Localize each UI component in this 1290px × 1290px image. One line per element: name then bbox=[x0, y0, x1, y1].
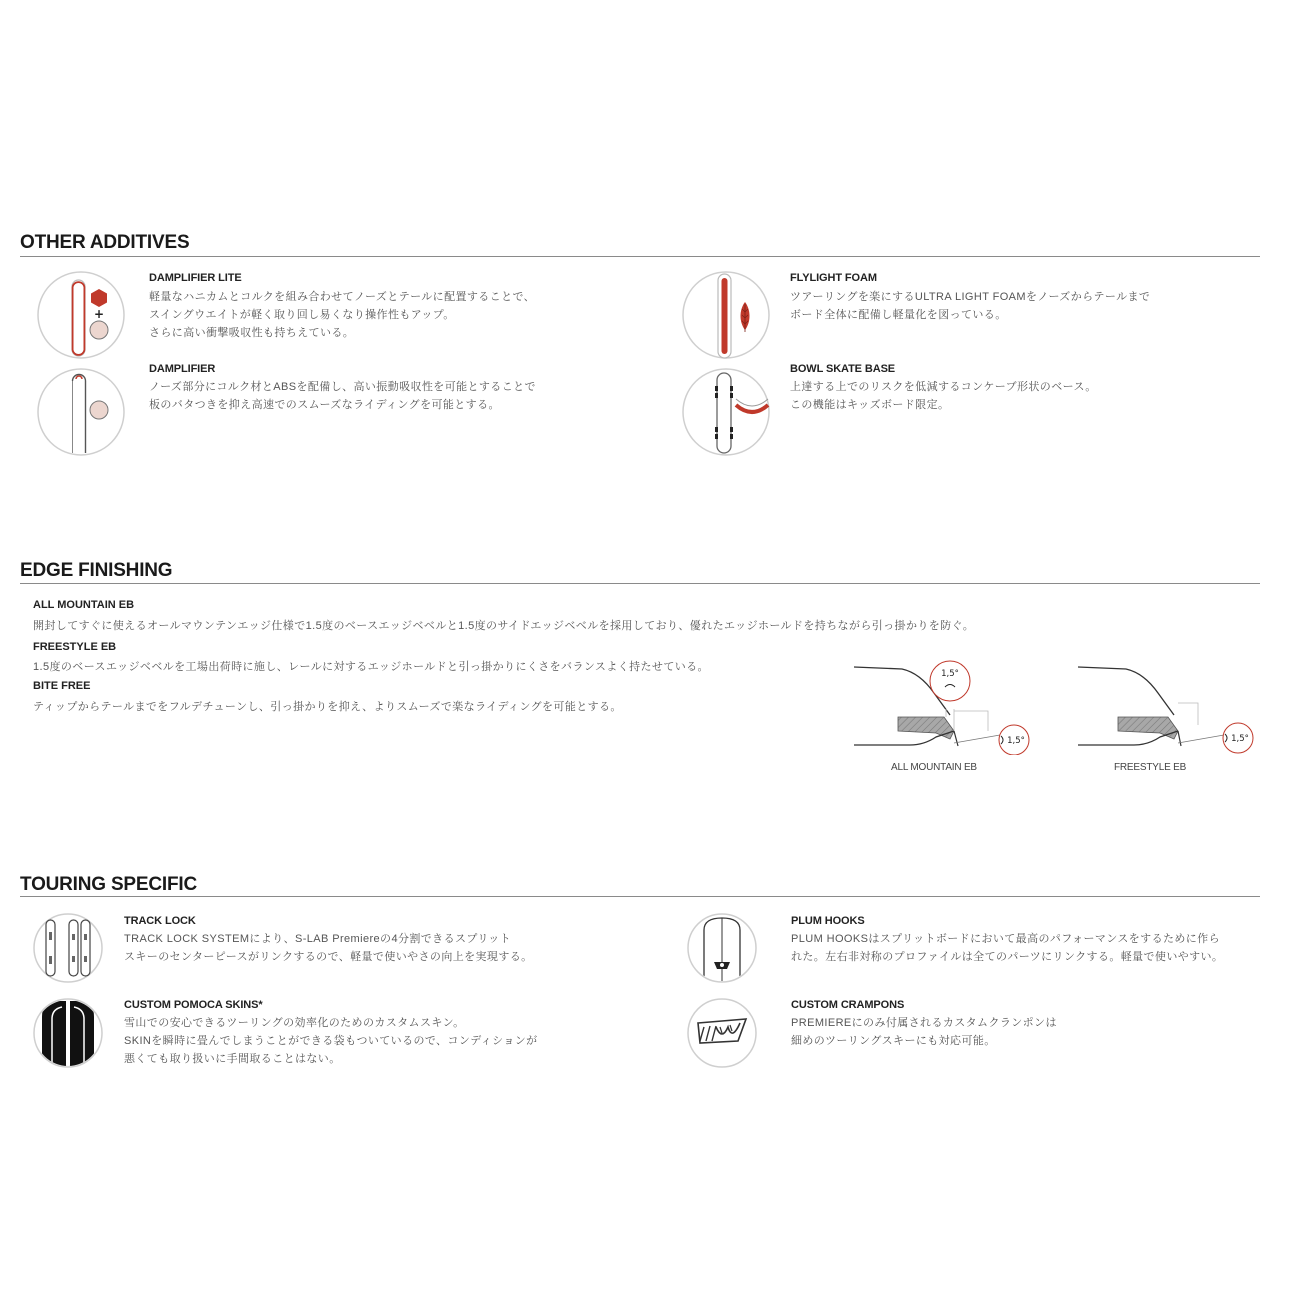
section-title-edge-finishing: EDGE FINISHING bbox=[20, 560, 173, 581]
feature-title-custom-pomoca-skins: CUSTOM POMOCA SKINS* bbox=[124, 999, 263, 1011]
bowl-skate-base-icon bbox=[681, 367, 771, 457]
feature-title-damplifier-lite: DAMPLIFIER LITE bbox=[149, 272, 242, 284]
flylight-foam-icon bbox=[681, 270, 771, 360]
side-angle-label: 1,5° bbox=[941, 669, 959, 679]
feature-desc-custom-crampons: PREMIEREにのみ付属されるカスタムクランポンは 細めのツーリングスキーにも対応可能。 bbox=[791, 1017, 1057, 1047]
damplifier-lite-icon bbox=[36, 270, 126, 360]
feature-desc-damplifier-lite: 軽量なハニカムとコルクを組み合わせてノーズとテールに配置することで、 スイングウエイトが軽く取り回し易くなり操作性もアップ。 さらに高い衝撃吸収性も持ちえている。 bbox=[149, 291, 536, 339]
section-divider bbox=[20, 896, 1260, 897]
freestyle-eb-diagram bbox=[1074, 655, 1264, 755]
edge-desc-all-mountain: 開封してすぐに使えるオールマウンテンエッジ仕様で1.5度のベースエッジベベルと1.5度のサイドエッジベベルを採用しており、優れたエッジホールドを持ちながら引っ掛かりを防ぐ。 bbox=[33, 620, 975, 632]
svg-text:+: + bbox=[93, 307, 105, 321]
edge-title-all-mountain: ALL MOUNTAIN EB bbox=[33, 599, 135, 611]
feature-title-track-lock: TRACK LOCK bbox=[124, 915, 196, 927]
edge-desc-freestyle: 1.5度のベースエッジベベルを工場出荷時に施し、レールに対するエッジホールドと引っ掛かりにくさをバランスよく持たせている。 bbox=[33, 661, 709, 673]
feature-title-damplifier: DAMPLIFIER bbox=[149, 363, 216, 375]
pomoca-skins-icon bbox=[32, 997, 104, 1069]
section-title-touring-specific: TOURING SPECIFIC bbox=[20, 874, 197, 895]
feature-desc-flylight-foam: ツアーリングを楽にするULTRA LIGHT FOAMをノーズからテールまで ボード全体に配備し軽量化を図っている。 bbox=[790, 291, 1151, 321]
plum-hooks-icon bbox=[686, 912, 758, 984]
feature-desc-damplifier: ノーズ部分にコルク材とABSを配備し、高い振動吸収性を可能とすることで 板のバタつきを抑え高速でのスムーズなライディングを可能とする。 bbox=[149, 381, 536, 411]
feature-desc-plum-hooks: PLUM HOOKSはスプリットボードにおいて最高のパフォーマンスをするために作ら れた。左右非対称のプロファイルは全てのパーツにリンクする。軽量で使いやすい。 bbox=[791, 933, 1224, 963]
damplifier-icon bbox=[36, 367, 126, 457]
edge-desc-bite-free: ティップからテールまでをフルデチューンし、引っ掛かりを抑え、よりスムーズで楽なライディングを可能とする。 bbox=[33, 701, 622, 713]
base-angle-label: 1,5° bbox=[1231, 734, 1249, 744]
feature-desc-bowl-skate-base: 上達する上でのリスクを低減するコンケーブ形状のベース。 この機能はキッズボード限定。 bbox=[790, 381, 1097, 411]
feature-desc-custom-pomoca-skins: 雪山での安心できるツーリングの効率化のためのカスタムスキン。 SKINを瞬時に畳んでしまうことができる袋もついているので、コンディションが 悪くても取り扱いに手間取ることはない。 bbox=[124, 1017, 538, 1065]
edge-title-bite-free: BITE FREE bbox=[33, 680, 91, 692]
feature-desc-track-lock: TRACK LOCK SYSTEMにより、S-LAB Premiereの4分割できるスプリット スキーのセンターピースがリンクするので、軽量で使いやさの向上を実現する。 bbox=[124, 933, 533, 963]
all-mountain-eb-diagram bbox=[850, 655, 1040, 755]
feature-title-plum-hooks: PLUM HOOKS bbox=[791, 915, 865, 927]
track-lock-icon bbox=[32, 912, 104, 984]
section-title-other-additives: OTHER ADDITIVES bbox=[20, 232, 190, 253]
feature-title-custom-crampons: CUSTOM CRAMPONS bbox=[791, 999, 905, 1011]
feature-title-flylight-foam: FLYLIGHT FOAM bbox=[790, 272, 877, 284]
crampons-icon bbox=[686, 997, 758, 1069]
feature-title-bowl-skate-base: BOWL SKATE BASE bbox=[790, 363, 896, 375]
base-angle-label: 1,5° bbox=[1007, 736, 1025, 746]
diagram-caption-all-mountain: ALL MOUNTAIN EB bbox=[891, 762, 977, 773]
diagram-caption-freestyle: FREESTYLE EB bbox=[1114, 762, 1187, 773]
section-divider bbox=[20, 583, 1260, 584]
section-divider bbox=[20, 256, 1260, 257]
edge-title-freestyle: FREESTYLE EB bbox=[33, 641, 117, 653]
